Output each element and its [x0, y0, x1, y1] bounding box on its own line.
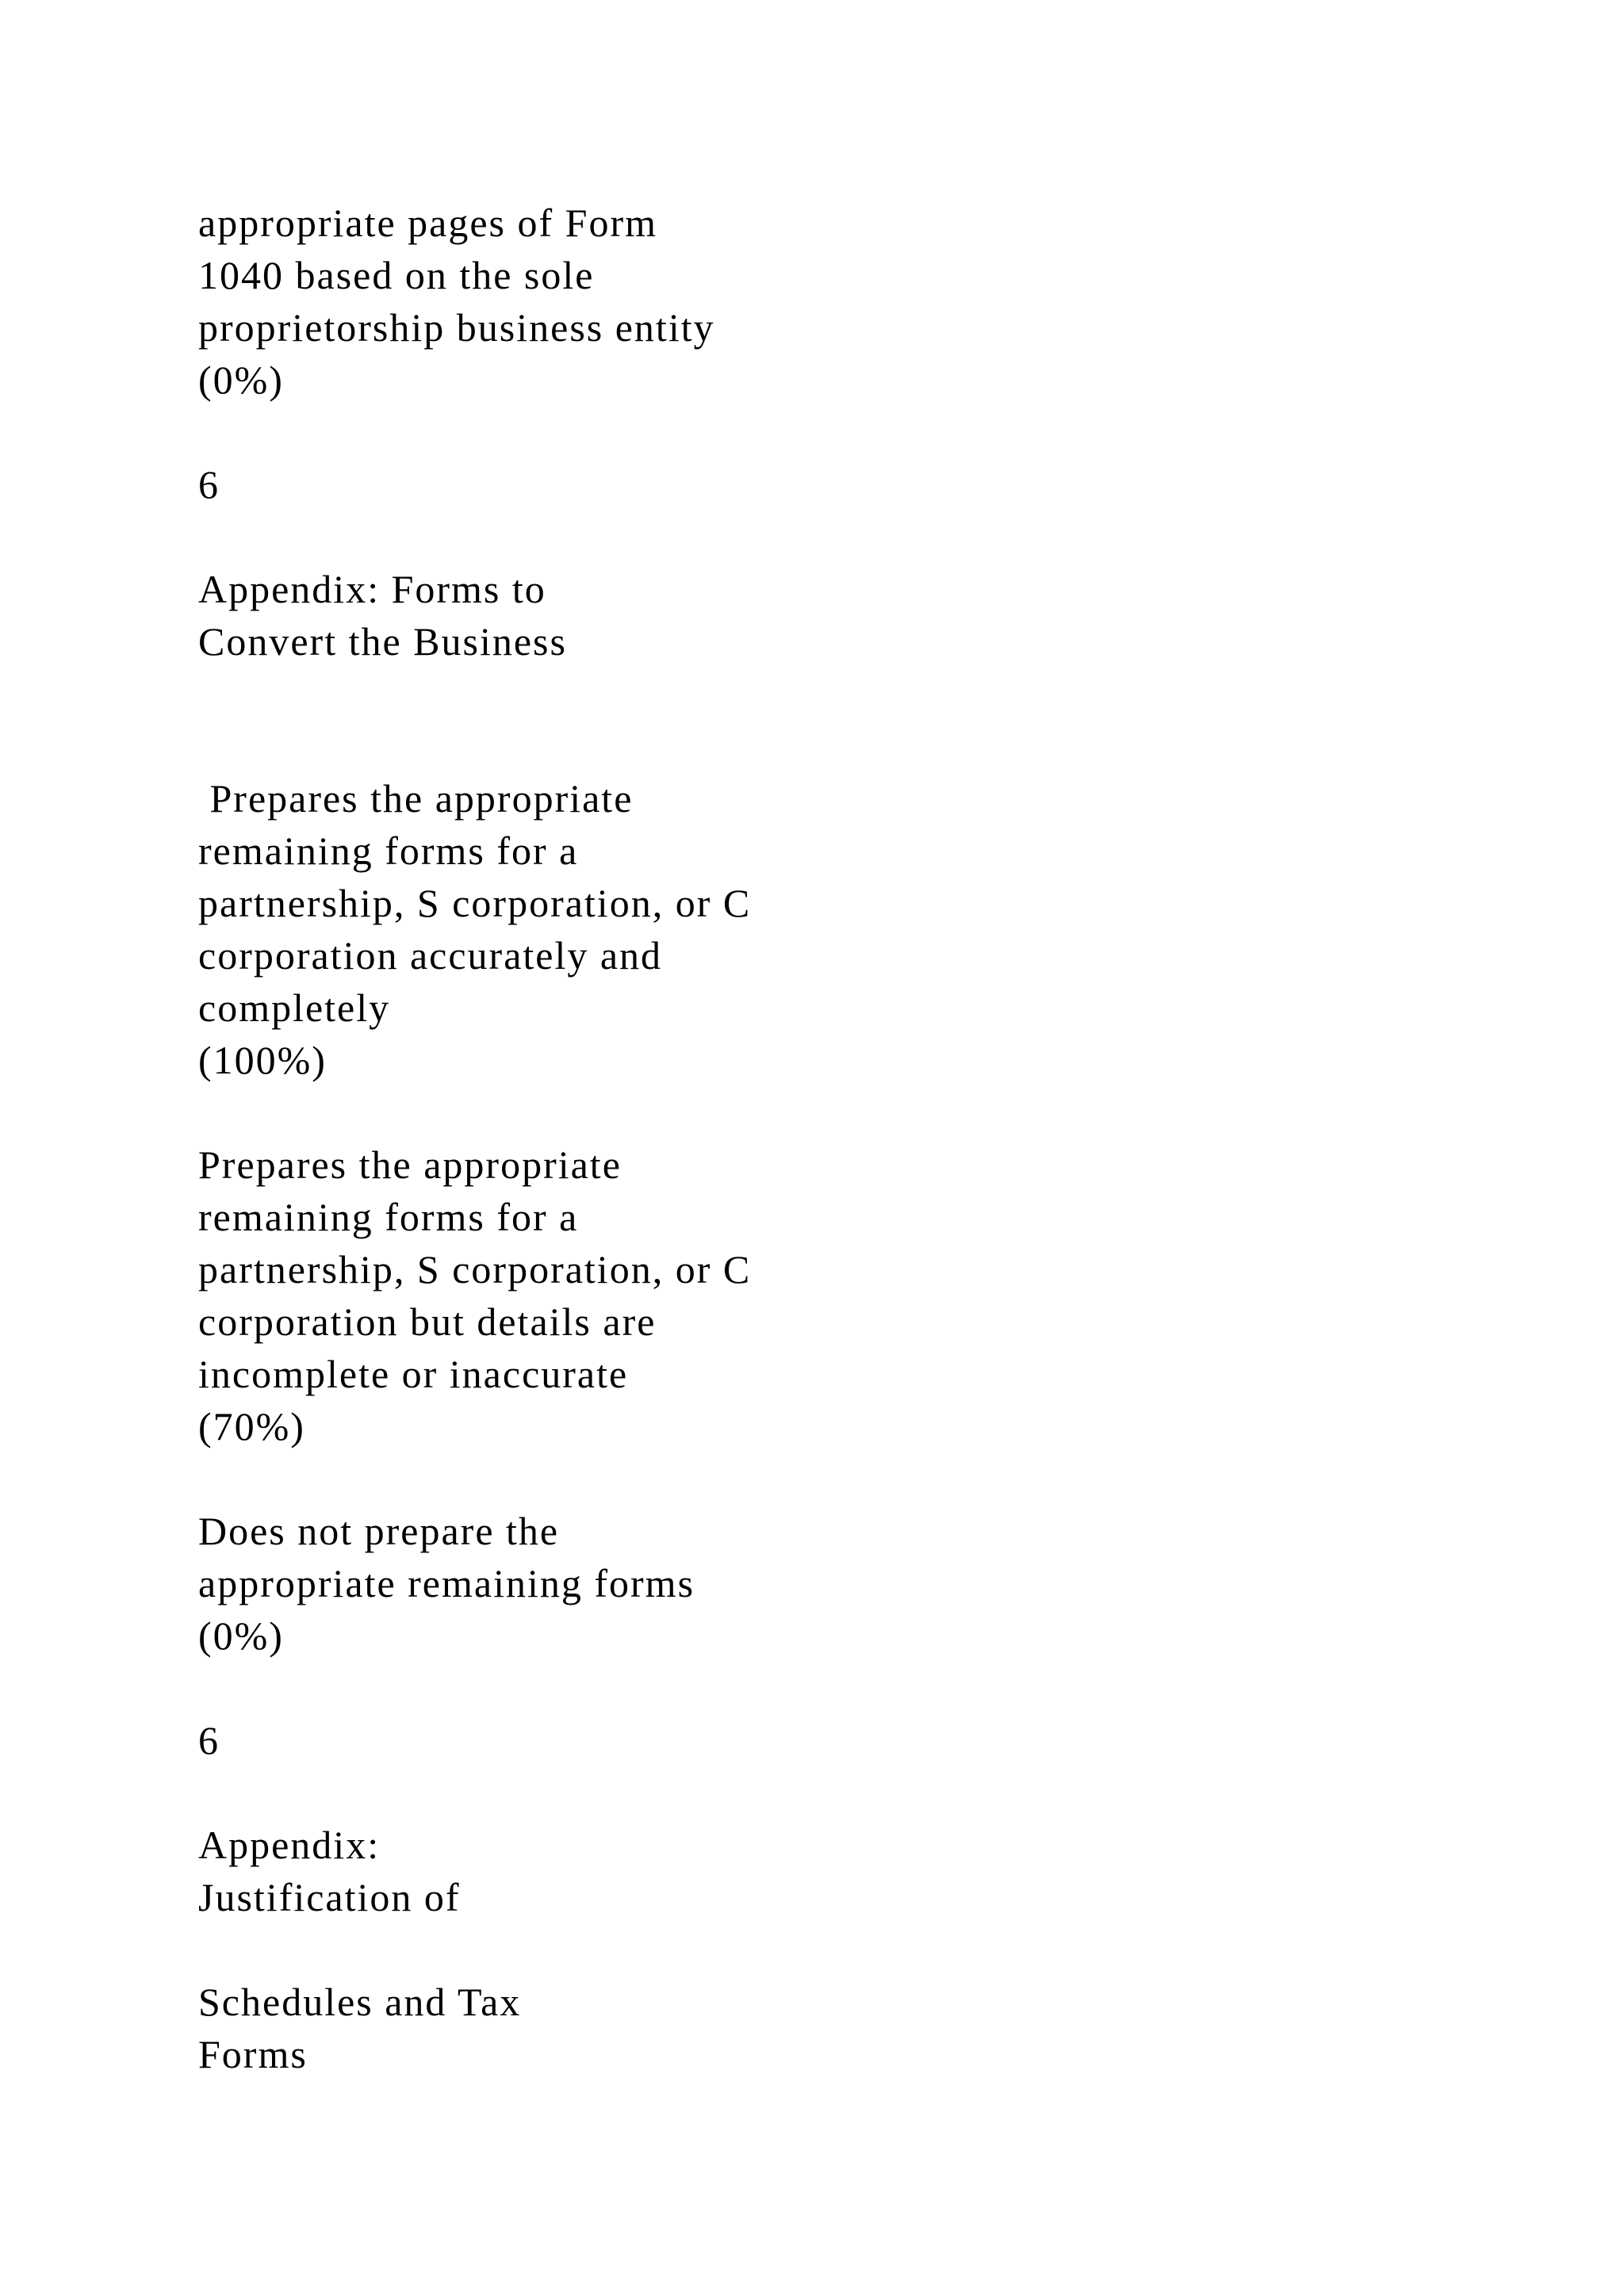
blank-line — [198, 720, 1388, 772]
text-line: Prepares the appropriate — [198, 776, 634, 821]
text-line: Appendix: — [198, 1823, 381, 1867]
blank-line — [198, 406, 1388, 458]
text-line: Prepares the appropriate — [198, 1142, 622, 1187]
text-line: partnership, S corporation, or C — [198, 881, 752, 925]
blank-line — [198, 511, 1388, 563]
text-line: corporation but details are — [198, 1299, 657, 1344]
blank-line — [198, 668, 1388, 720]
blank-line — [198, 1766, 1388, 1819]
text-line: remaining forms for a — [198, 1195, 579, 1239]
document-text — [198, 197, 1388, 2080]
text-line: appropriate pages of Form — [198, 201, 658, 245]
text-line: Justification of — [198, 1875, 461, 1919]
text-line: Schedules and Tax — [198, 1980, 522, 2024]
text-line: completely — [198, 985, 391, 1030]
blank-line — [198, 1452, 1388, 1505]
text-line: (0%) — [198, 1613, 284, 1658]
text-line: corporation accurately and — [198, 933, 663, 978]
text-line: Convert the Business — [198, 619, 567, 664]
text-line: (100%) — [198, 1038, 327, 1082]
text-line: appropriate remaining forms — [198, 1561, 695, 1605]
text-line: 6 — [198, 1718, 220, 1762]
text-line: (0%) — [198, 358, 284, 402]
blank-line — [198, 1086, 1388, 1138]
text-line: Forms — [198, 2032, 308, 2076]
text-line: proprietorship business entity — [198, 305, 715, 350]
text-line: 1040 based on the sole — [198, 253, 595, 297]
text-line: (70%) — [198, 1404, 305, 1448]
text-line: Appendix: Forms to — [198, 567, 546, 611]
text-line: remaining forms for a — [198, 828, 579, 873]
blank-line — [198, 1923, 1388, 1976]
text-line: 6 — [198, 462, 220, 507]
blank-line — [198, 1662, 1388, 1714]
text-line: incomplete or inaccurate — [198, 1352, 629, 1396]
text-line: partnership, S corporation, or C — [198, 1247, 752, 1292]
text-line: Does not prepare the — [198, 1509, 560, 1553]
